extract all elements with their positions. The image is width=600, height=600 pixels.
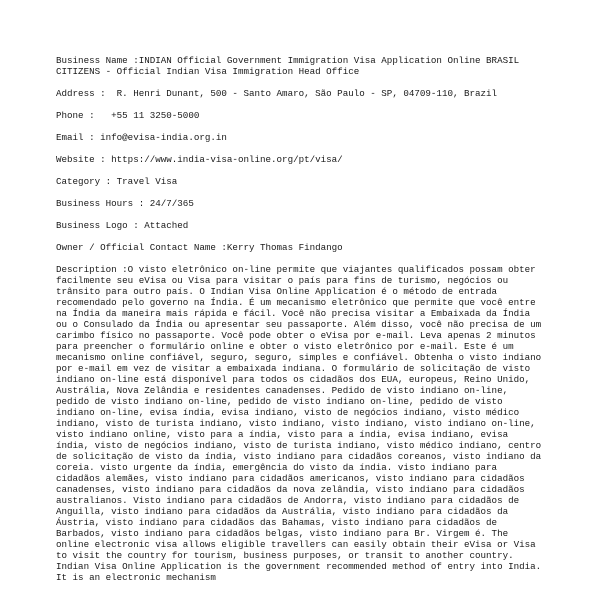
business-name: Business Name :INDIAN Official Government Immigration Visa Application Online BRASIL CITIZENS - Official Indian Visa Immigration Head Office [56, 55, 525, 77]
website: Website : https://www.india-visa-online.org/pt/visa/ [56, 154, 343, 165]
phone: Phone : +55 11 3250-5000 [56, 110, 200, 121]
address: Address : R. Henri Dunant, 500 - Santo Amaro, São Paulo - SP, 04709-110, Brazil [56, 88, 498, 99]
email: Email : info@evisa-india.org.in [56, 132, 227, 143]
business-logo: Business Logo : Attached [56, 220, 189, 231]
category: Category : Travel Visa [56, 176, 178, 187]
document-page [56, 55, 546, 583]
description: Description :O visto eletrônico on-line permite que viajantes qualificados possam obter facilmente seu eVisa ou Visa para visitar o país para fins de turismo, negócios ou trânsito para outro país. O Indian Visa Online Application é o método de entrada recomendado pelo governo na Índia. É um mecanismo eletrônico que permite que você entre na Índia da maneira mais rápida e fácil. Você não precisa visitar a Embaixada da Índia ou o Consulado da Índia ou apresentar seu passaporte. Além disso, você não precisa de um carimbo físico no passaporte. Você pode obter o eVisa por e-mail. Leva apenas 2 minutos para preencher o formulário online e obter o visto eletrônico por e-mail. Este é um mecanismo online confiável, seguro, seguro, simples e confiável. Obtenha o visto indiano por e-mail em vez de visitar a embaixada indiana. O formulário de solicitação de visto indiano on-line está disponível para todos os cidadãos dos EUA, europeus, Reino Unido, Austrália, Nova Zelândia e residentes canadenses. Pedido de visto indiano on-line, pedido de visto indiano on-line, pedido de visto indiano on-line, pedido de visto indiano on-line, evisa índia, evisa indiano, visto de negócios indiano, visto médico indiano, visto de turista indiano, visto indiano, visto indiano, visto indiano on-line, visto indiano online, visto para a índia, visto para a índia, evisa indiano, evisa índia, visto de negócios indiano, visto de turista indiano, visto médico indiano, centro de solicitação de visto da índia, visto indiano para cidadãos coreanos, visto indiano da coreia. visto urgente da índia, emergência do visto da índia. visto indiano para cidadãos alemães, visto indiano para cidadãos americanos, visto indiano para cidadãos canadenses, visto indiano para cidadãos da nova zelândia, visto indiano para cidadãos australianos. Visto indiano para cidadãos de Andorra, visto indiano para cidadãos de Anguilla, visto indiano para cidadãos da Austrália, visto indiano para cidadãos da Áustria, visto indiano para cidadãos das Bahamas, visto indiano para cidadãos de Barbados, visto indiano para cidadãos belgas, visto indiano para Br. Virgem é. The online electronic visa allows eligible travellers can easily obtain their eVisa or Visa to visit the country for tourism, business purposes, or transit to another country. Indian Visa Online Application is the government recommended method of entry into India. It is an electronic mechanism [56, 264, 542, 583]
business-hours: Business Hours : 24/7/365 [56, 198, 194, 209]
owner-contact-name: Owner / Official Contact Name :Kerry Thomas Findango [56, 242, 343, 253]
